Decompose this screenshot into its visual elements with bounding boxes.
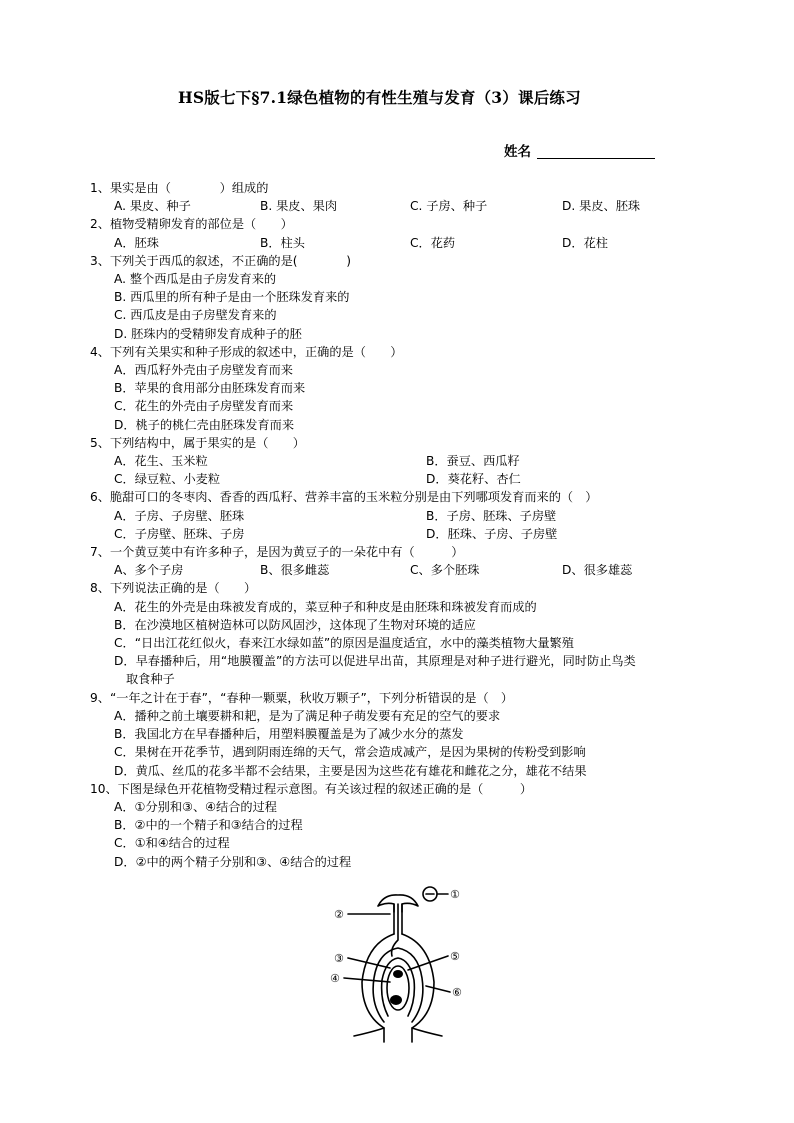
option-b: B. 果皮、果肉 bbox=[260, 199, 338, 214]
name-label: 姓名 bbox=[504, 144, 531, 160]
option-b: B．②中的一个精子和③结合的过程 bbox=[114, 818, 303, 833]
receptacle-left bbox=[354, 1028, 384, 1036]
question-5-options-row-2 bbox=[90, 470, 730, 488]
receptacle-right bbox=[412, 1028, 442, 1036]
option-d-continued: 取食种子 bbox=[126, 672, 175, 687]
question-5-stem: 5、下列结构中，属于果实的是（ ） bbox=[90, 435, 305, 450]
name-field bbox=[504, 140, 655, 160]
question-3-stem: 3、下列关于西瓜的叙述，不正确的是( ) bbox=[90, 253, 352, 268]
option-c: C. 子房、种子 bbox=[410, 199, 488, 214]
option-b: B．子房、胚珠、子房壁 bbox=[426, 508, 557, 523]
option-c: C．绿豆粒、小麦粒 bbox=[114, 472, 221, 487]
question-10-stem: 10、下图是绿色开花植物受精过程示意图。有关该过程的叙述正确的是（ ） bbox=[90, 781, 533, 796]
option-b: B．蚕豆、西瓜籽 bbox=[426, 454, 520, 469]
option-c: C．花生的外壳由子房壁发育而来 bbox=[114, 399, 294, 414]
label-1: ① bbox=[450, 888, 460, 901]
option-b: B．我国北方在早春播种后，用塑料膜覆盖是为了减少水分的蒸发 bbox=[114, 727, 464, 742]
option-b: B．苹果的食用部分由胚珠发育而来 bbox=[114, 381, 306, 396]
option-a: A．①分别和③、④结合的过程 bbox=[114, 799, 277, 814]
option-a: A．西瓜籽外壳由子房壁发育而来 bbox=[114, 363, 293, 378]
option-b: B、很多雌蕊 bbox=[260, 563, 330, 578]
question-list bbox=[90, 179, 730, 871]
option-a: A. 整个西瓜是由子房发育来的 bbox=[114, 272, 277, 287]
option-a: A、多个子房 bbox=[114, 563, 184, 578]
option-b: B．在沙漠地区植树造林可以防风固沙，这体现了生物对环境的适应 bbox=[114, 617, 476, 632]
leader-6 bbox=[426, 986, 450, 992]
egg-cell bbox=[390, 995, 402, 1005]
option-d: D．早春播种后，用“地膜覆盖”的方法可以促进早出苗，其原理是对种子进行避光，同时防止鸟类 bbox=[114, 654, 636, 669]
question-1-options bbox=[90, 197, 730, 215]
question-2-stem: 2、植物受精卵发育的部位是（ ） bbox=[90, 217, 293, 232]
option-c: C．①和④结合的过程 bbox=[114, 836, 230, 851]
option-a: A．胚珠 bbox=[114, 235, 159, 250]
question-4-stem: 4、下列有关果实和种子形成的叙述中，正确的是（ ） bbox=[90, 344, 403, 359]
question-6-options-row-1 bbox=[90, 507, 730, 525]
question-7-options bbox=[90, 561, 730, 579]
option-a: A．花生、玉米粒 bbox=[114, 454, 208, 469]
option-b: B. 西瓜里的所有种子是由一个胚珠发育来的 bbox=[114, 290, 350, 305]
label-4: ④ bbox=[330, 972, 340, 985]
option-a: A．子房、子房壁、胚珠 bbox=[114, 508, 245, 523]
option-d: D．②中的两个精子分别和③、④结合的过程 bbox=[114, 854, 352, 869]
option-c: C．果树在开花季节，遇到阴雨连绵的天气，常会造成减产，是因为果树的传粉受到影响 bbox=[114, 745, 586, 760]
option-c: C．“日出江花红似火，春来江水绿如蓝”的原因是温度适宜，水中的藻类植物大量繁殖 bbox=[114, 636, 574, 651]
question-1-stem: 1、果实是由（ ）组成的 bbox=[90, 181, 269, 195]
option-b: B．柱头 bbox=[260, 235, 305, 250]
option-d: D．黄瓜、丝瓜的花多半都不会结果，主要是因为这些花有雄花和雌花之分，雄花不结果 bbox=[114, 763, 587, 778]
label-6: ⑥ bbox=[452, 986, 462, 999]
ovule-integument-outer bbox=[373, 948, 423, 1022]
question-7-stem: 7、一个黄豆荚中有许多种子，是因为黄豆子的一朵花中有（ ） bbox=[90, 545, 464, 560]
question-2-options bbox=[90, 234, 730, 252]
question-6-stem: 6、脆甜可口的冬枣肉、香香的西瓜籽、营养丰富的玉米粒分别是由下列哪项发育而来的（ ） bbox=[90, 490, 598, 505]
option-d: D. 胚珠内的受精卵发育成种子的胚 bbox=[114, 326, 302, 341]
label-5: ⑤ bbox=[450, 950, 460, 963]
question-5-options-row-1 bbox=[90, 452, 730, 470]
fertilization-diagram bbox=[326, 882, 476, 1044]
option-c: C．子房壁、胚珠、子房 bbox=[114, 526, 245, 541]
leader-3 bbox=[348, 958, 390, 968]
option-d: D．桃子的桃仁壳由胚珠发育而来 bbox=[114, 417, 295, 432]
polar-nucleus bbox=[393, 970, 403, 978]
name-blank-line[interactable] bbox=[537, 144, 655, 159]
option-a: A．花生的外壳是由珠被发育成的，菜豆种子和种皮是由胚珠和珠被发育而成的 bbox=[114, 599, 537, 614]
option-c: C、多个胚珠 bbox=[410, 563, 480, 578]
option-a: A．播种之前土壤要耕和耙，是为了满足种子萌发要有充足的空气的要求 bbox=[114, 708, 501, 723]
page-title: HS版七下§7.1绿色植物的有性生殖与发育（3）课后练习 bbox=[178, 88, 581, 107]
option-d: D、很多雄蕊 bbox=[562, 563, 633, 578]
option-d: D．花柱 bbox=[562, 235, 608, 250]
option-d: D．胚珠、子房、子房壁 bbox=[426, 526, 558, 541]
option-c: C. 西瓜皮是由子房壁发育来的 bbox=[114, 308, 277, 323]
option-d: D. 果皮、胚珠 bbox=[562, 199, 641, 214]
question-9-stem: 9、“一年之计在于春”，“春种一颗粟，秋收万颗子”，下列分析错误的是（ ） bbox=[90, 690, 514, 705]
option-c: C．花药 bbox=[410, 235, 456, 250]
label-2: ② bbox=[334, 908, 344, 921]
option-a: A. 果皮、种子 bbox=[114, 199, 191, 214]
label-3: ③ bbox=[334, 952, 344, 965]
question-6-options-row-2 bbox=[90, 525, 730, 543]
option-d: D．葵花籽、杏仁 bbox=[426, 472, 521, 487]
question-8-stem: 8、下列说法正确的是（ ） bbox=[90, 581, 257, 596]
